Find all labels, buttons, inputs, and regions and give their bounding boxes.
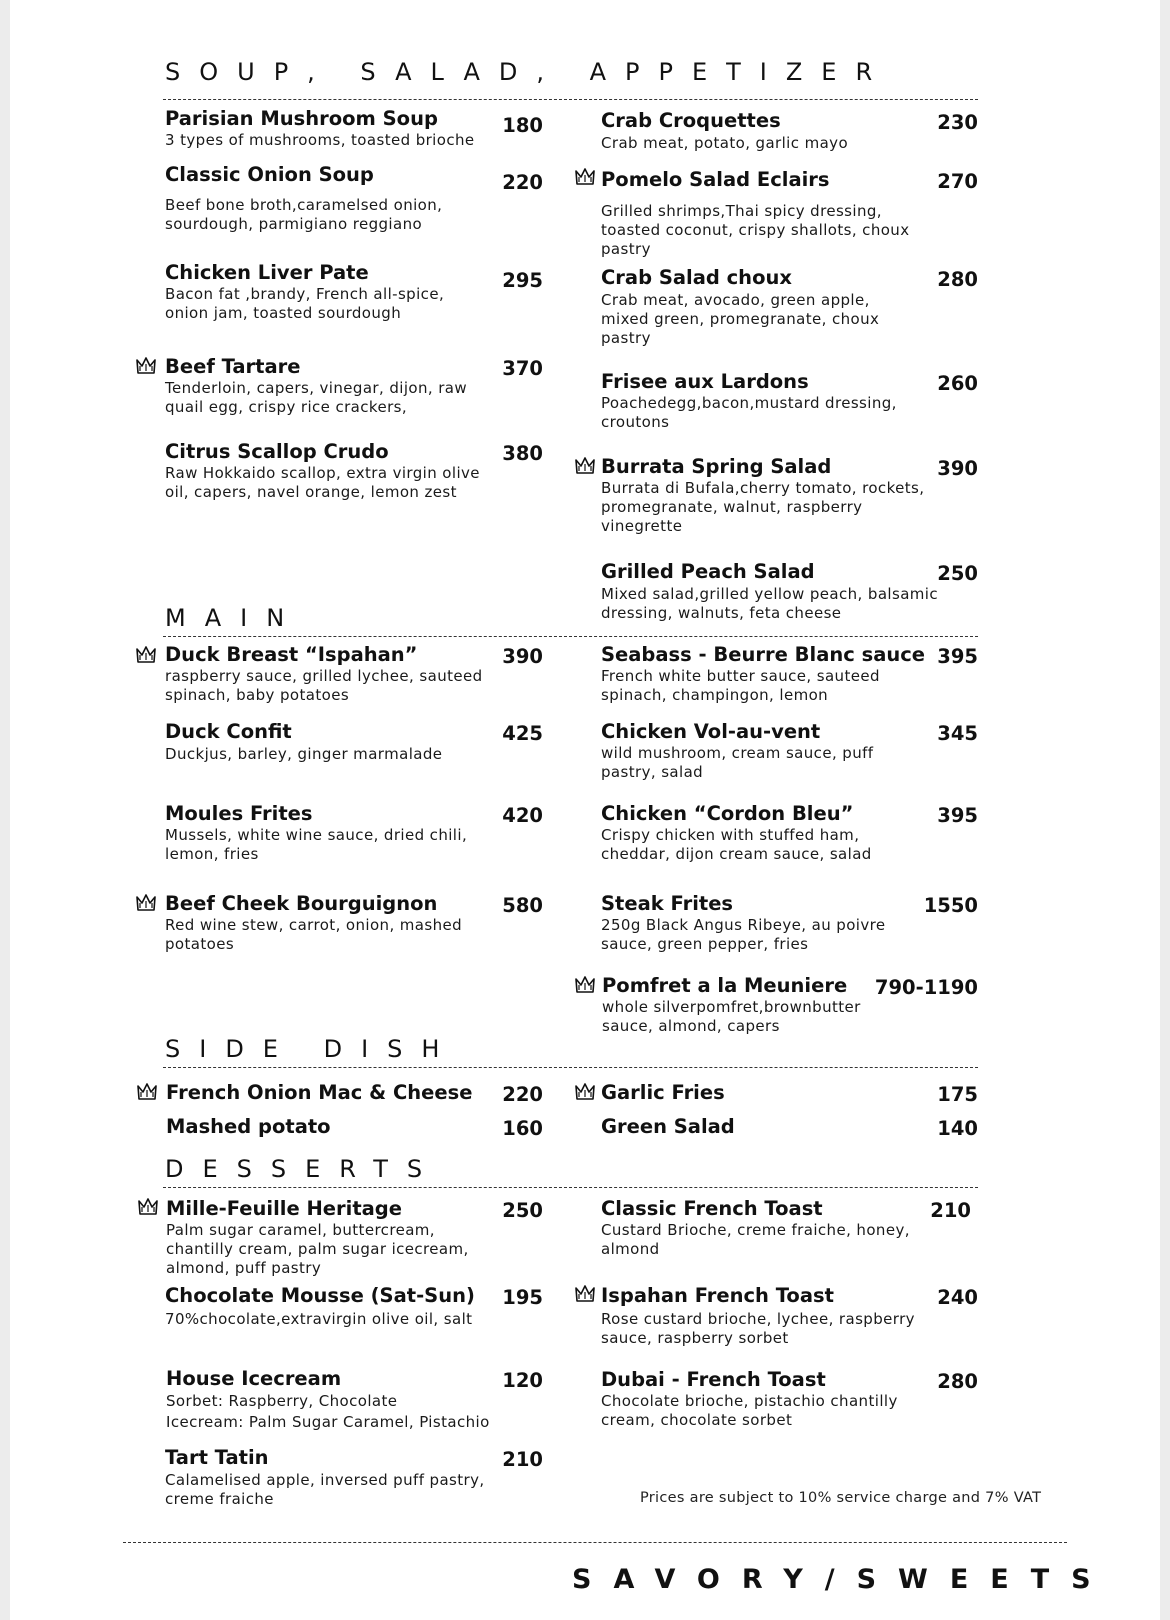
section-divider <box>163 636 978 637</box>
item-description: Palm sugar caramel, buttercream, chantilly cream, palm sugar icecream, almond, puff pastry <box>166 1221 469 1277</box>
item-description: Rose custard brioche, lychee, raspberry sauce, raspberry sorbet <box>601 1310 915 1347</box>
item-price: 175 <box>937 1083 978 1106</box>
item-price: 370 <box>502 357 543 380</box>
item-price: 580 <box>502 894 543 917</box>
item-price: 280 <box>937 1370 978 1393</box>
item-description: Icecream: Palm Sugar Caramel, Pistachio <box>166 1413 490 1431</box>
item-price: 790-1190 <box>874 976 978 999</box>
item-price: 195 <box>502 1286 543 1309</box>
item-description: Poachedegg,bacon,mustard dressing, croutons <box>601 394 897 431</box>
item-description: Bacon fat ,brandy, French all-spice, onion jam, toasted sourdough <box>165 285 445 322</box>
section-title-soup-salad-appetizer: SOUP, SALAD, APPETIZER <box>165 58 892 86</box>
item-description: Crab meat, potato, garlic mayo <box>601 134 849 152</box>
item-name: Crab Salad choux <box>601 266 792 289</box>
section-divider <box>163 99 978 100</box>
item-name: Pomelo Salad Eclairs <box>601 168 830 191</box>
item-description: whole silverpomfret,brownbutter sauce, almond, capers <box>602 998 861 1035</box>
item-price: 280 <box>937 268 978 291</box>
item-name: Mille-Feuille Heritage <box>166 1197 402 1220</box>
item-description: 3 types of mushrooms, toasted brioche <box>165 131 475 149</box>
page-margin-right <box>1160 0 1170 1620</box>
item-description: 250g Black Angus Ribeye, au poivre sauce, green pepper, fries <box>601 916 886 953</box>
service-charge-note: Prices are subject to 10% service charge and 7% VAT <box>640 1490 1042 1506</box>
item-description: Duckjus, barley, ginger marmalade <box>165 745 443 763</box>
item-price: 425 <box>502 722 543 745</box>
section-title-desserts: DESSERTS <box>165 1155 442 1183</box>
menu-item-garlic-fries <box>601 1081 978 1107</box>
item-price: 120 <box>502 1369 543 1392</box>
section-title-main: MAIN <box>165 604 304 632</box>
item-description: Chocolate brioche, pistachio chantilly cream, chocolate sorbet <box>601 1392 898 1429</box>
item-description: Mixed salad,grilled yellow peach, balsamic dressing, walnuts, feta cheese <box>601 585 939 622</box>
item-price: 140 <box>937 1117 978 1140</box>
item-name: Moules Frites <box>165 802 313 825</box>
crown-icon <box>138 1198 158 1216</box>
menu-item-french-onion-mac-cheese <box>166 1081 543 1107</box>
crown-icon <box>575 457 595 475</box>
crown-icon <box>575 1083 595 1101</box>
item-name: Frisee aux Lardons <box>601 370 809 393</box>
item-name: House Icecream <box>166 1367 342 1390</box>
crown-icon <box>575 976 595 994</box>
item-price: 395 <box>937 804 978 827</box>
item-price: 210 <box>502 1448 543 1471</box>
item-name: Chocolate Mousse (Sat-Sun) <box>165 1284 475 1307</box>
item-description: Red wine stew, carrot, onion, mashed potatoes <box>165 916 463 953</box>
item-description: Raw Hokkaido scallop, extra virgin olive oil, capers, navel orange, lemon zest <box>165 464 480 501</box>
crown-icon <box>136 357 156 375</box>
item-price: 160 <box>502 1117 543 1140</box>
item-name: Grilled Peach Salad <box>601 560 815 583</box>
item-name: Ispahan French Toast <box>601 1284 834 1307</box>
item-price: 250 <box>502 1199 543 1222</box>
item-name: Duck Confit <box>165 720 292 743</box>
item-description: 70%chocolate,extravirgin olive oil, salt <box>165 1310 473 1328</box>
item-name: Classic Onion Soup <box>165 163 374 186</box>
item-price: 260 <box>937 372 978 395</box>
item-price: 250 <box>937 562 978 585</box>
item-name: Beef Cheek Bourguignon <box>165 892 438 915</box>
item-price: 395 <box>937 645 978 668</box>
item-price: 270 <box>937 170 978 193</box>
item-description: Calamelised apple, inversed puff pastry, creme fraiche <box>165 1471 485 1508</box>
item-name: Pomfret a la Meuniere <box>602 974 848 997</box>
item-price: 220 <box>502 1083 543 1106</box>
crown-icon <box>136 646 156 664</box>
item-name: Chicken Vol-au-vent <box>601 720 821 743</box>
item-name: Classic French Toast <box>601 1197 823 1220</box>
footer-divider <box>123 1542 1067 1543</box>
crown-icon <box>136 894 156 912</box>
item-price: 240 <box>937 1286 978 1309</box>
menu-item-green-salad <box>601 1115 978 1141</box>
section-divider <box>163 1187 978 1188</box>
item-name: Citrus Scallop Crudo <box>165 440 389 463</box>
item-price: 295 <box>502 269 543 292</box>
item-price: 390 <box>502 645 543 668</box>
item-name: French Onion Mac & Cheese <box>166 1081 473 1104</box>
item-name: Chicken “Cordon Bleu” <box>601 802 854 825</box>
section-title-side-dish: SIDE DISH <box>165 1035 459 1063</box>
item-description: Grilled shrimps,Thai spicy dressing, toasted coconut, crispy shallots, choux pastry <box>601 202 910 258</box>
item-description: Sorbet: Raspberry, Chocolate <box>166 1392 398 1410</box>
item-price: 345 <box>937 722 978 745</box>
item-description: Crab meat, avocado, green apple, mixed green, promegranate, choux pastry <box>601 291 880 347</box>
menu-item-mashed-potato <box>166 1115 543 1141</box>
item-name: Seabass - Beurre Blanc sauce <box>601 643 926 666</box>
crown-icon <box>575 168 595 186</box>
item-price: 210 <box>930 1199 971 1222</box>
item-price: 1550 <box>923 894 978 917</box>
item-description: raspberry sauce, grilled lychee, sauteed spinach, baby potatoes <box>165 667 483 704</box>
item-name: Duck Breast “Ispahan” <box>165 643 418 666</box>
brand-logo-text: SAVORY/SWEETS <box>572 1564 1113 1595</box>
item-price: 380 <box>502 442 543 465</box>
item-name: Crab Croquettes <box>601 109 781 132</box>
item-name: Tart Tatin <box>165 1446 269 1469</box>
item-description: Mussels, white wine sauce, dried chili, lemon, fries <box>165 826 468 863</box>
item-description: Custard Brioche, creme fraiche, honey, almond <box>601 1221 910 1258</box>
item-description: Beef bone broth,caramelsed onion, sourdough, parmigiano reggiano <box>165 196 443 233</box>
item-price: 180 <box>502 114 543 137</box>
item-name: Burrata Spring Salad <box>601 455 832 478</box>
item-description: French white butter sauce, sauteed spinach, champingon, lemon <box>601 667 880 704</box>
item-description: wild mushroom, cream sauce, puff pastry, salad <box>601 744 874 781</box>
item-name: Garlic Fries <box>601 1081 725 1104</box>
item-description: Crispy chicken with stuffed ham, cheddar, dijon cream sauce, salad <box>601 826 872 863</box>
item-name: Green Salad <box>601 1115 735 1138</box>
crown-icon <box>575 1285 595 1303</box>
item-name: Parisian Mushroom Soup <box>165 107 438 130</box>
item-name: Chicken Liver Pate <box>165 261 369 284</box>
item-name: Dubai - French Toast <box>601 1368 826 1391</box>
item-price: 390 <box>937 457 978 480</box>
item-name: Mashed potato <box>166 1115 331 1138</box>
section-divider <box>163 1067 978 1068</box>
page-margin-left <box>0 0 10 1620</box>
item-description: Burrata di Bufala,cherry tomato, rockets, promegranate, walnut, raspberry vinegrette <box>601 479 925 535</box>
crown-icon <box>137 1083 157 1101</box>
item-price: 220 <box>502 171 543 194</box>
item-name: Steak Frites <box>601 892 734 915</box>
item-price: 420 <box>502 804 543 827</box>
item-description: Tenderloin, capers, vinegar, dijon, raw quail egg, crispy rice crackers, <box>165 379 468 416</box>
item-name: Beef Tartare <box>165 355 301 378</box>
item-price: 230 <box>937 111 978 134</box>
